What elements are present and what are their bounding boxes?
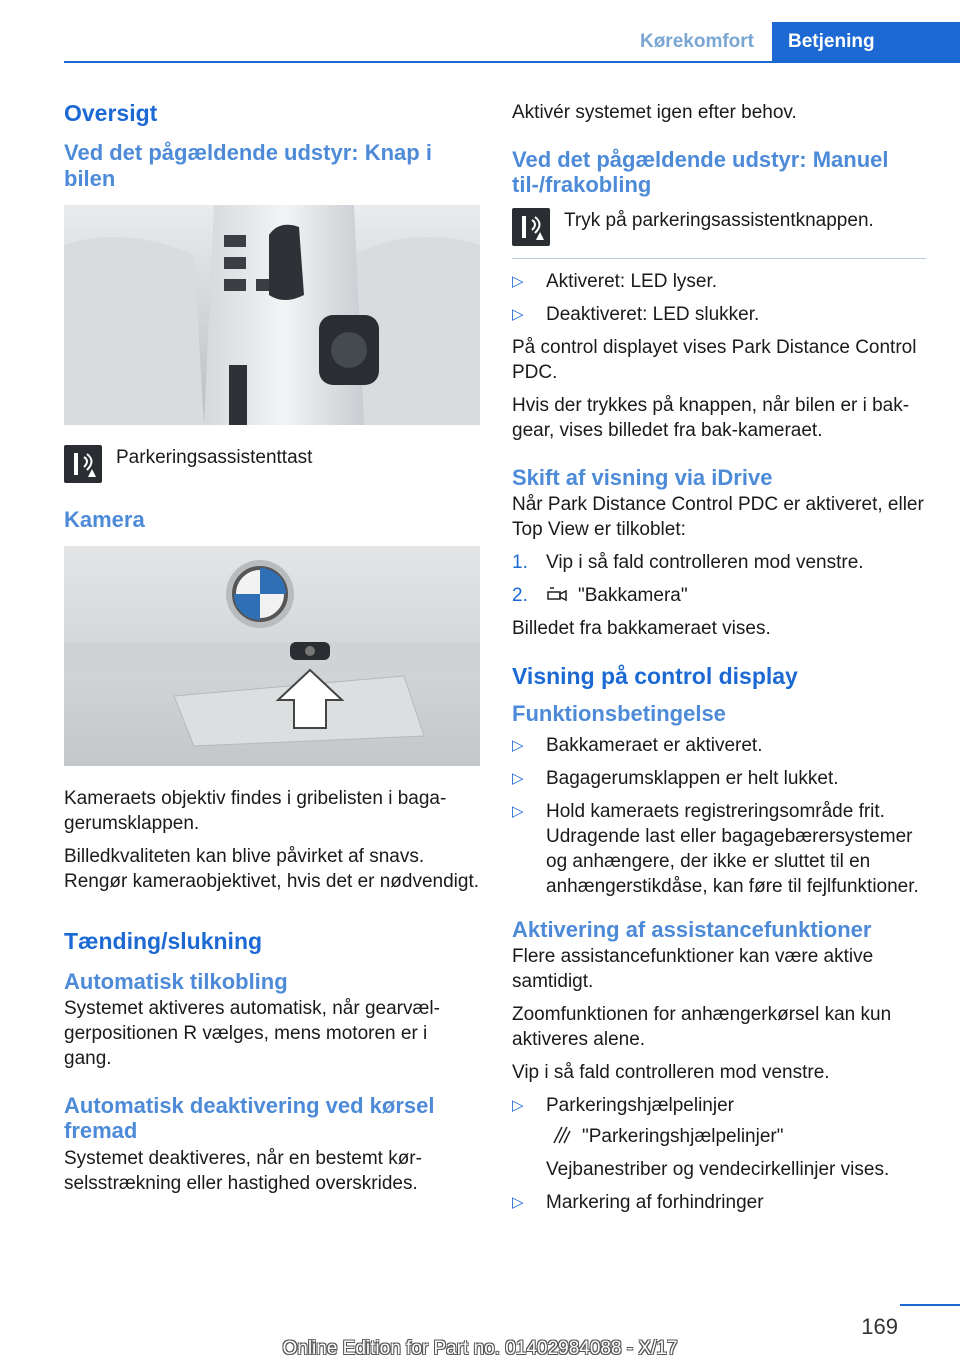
text-bakgear: Hvis der trykkes på knappen, når bilen er i bakgear, vises billedet fra bak-kameraet. [512,394,910,441]
heading-visning-control-display: Visning på control display [512,662,798,689]
header-rule [64,61,960,63]
heading-oversigt: Oversigt [64,100,158,126]
bullet-triangle-icon: ▷ [512,305,524,323]
list-steps [512,550,926,608]
text-vejbanestriber: Vejbanestriber og vendecirkellinjer vises. [546,1158,890,1180]
list-item: ▷ Parkeringshjælpelinjer "Parkeringshjælpelinjer" Vejbanestriber og vendecirkellinjer vises. [512,1093,926,1182]
list-assistance [512,1093,926,1215]
list-item: ▷ Bagagerumsklappen er helt lukket. [512,767,839,789]
list-led-status [512,269,926,327]
heading-aktivering-assistance: Aktivering af assistancefunktioner [512,916,872,942]
bullet-triangle-icon: ▷ [512,1096,524,1114]
photo-center-console [64,205,480,425]
list-item: ▷ Bakkameraet er aktiveret. [512,734,763,756]
left-column [64,100,480,1204]
list-item: ▷ Aktiveret: LED lyser. [512,270,718,292]
park-assist-button-label: Parkeringsassistenttast [116,447,313,469]
heading-skift-visning: Skift af visning via iDrive [512,464,773,490]
list-item: ▷ Hold kameraets registreringsområde frit. Udragende last eller bagagebærersystemer og anhængere, der ikke er sluttet til en anhængerstikdåse, kan føre til fejlfunktioner. [512,800,919,897]
divider [512,258,926,259]
guide-lines-icon [550,1125,574,1145]
footer-rule [900,1304,960,1306]
text-control-display: På control displayet vises Park Distance Control PDC. [512,336,917,383]
bullet-triangle-icon: ▷ [512,802,524,820]
heading-knap-i-bilen: Ved det pågældende udstyr: Knap i bilen [64,140,432,191]
list-item: 2. "Bakkamera" [512,584,688,606]
text-aktiver-igen: Aktivér systemet igen efter behov. [512,102,797,123]
park-assist-press-row [512,208,926,246]
text-skift-visning: Når Park Distance Control PDC er aktiveret, eller Top View er tilkoblet: [512,493,924,540]
heading-manuel-tilkobling: Ved det pågældende udstyr: Manuel til-/frakobling [512,147,889,198]
header-tabs [622,22,960,62]
text-tryk-knap: Tryk på parkeringsassistentknappen. [564,209,874,231]
footer-edition: Online Edition for Part no. 01402984088 - X/17 [282,1338,678,1359]
text-parkeringshjaelpelinjer-menu: "Parkeringshjælpelinjer" [582,1125,784,1147]
park-assist-button-row [64,445,480,483]
heading-funktionsbetingelse: Funktionsbetingelse [512,701,726,727]
tab-betjening[interactable]: Betjening [772,22,960,62]
bullet-triangle-icon: ▷ [512,736,524,754]
text-zoomfunktion: Zoomfunktionen for anhængerkørsel kan kun aktiveres alene. [512,1003,892,1050]
heading-automatisk-deaktivering: Automatisk deaktivering ved kørsel fremad [64,1093,435,1144]
heading-automatisk-tilkobling: Automatisk tilkobling [64,968,288,994]
bullet-triangle-icon: ▷ [512,769,524,787]
park-assist-icon [64,445,102,483]
text-kamera-objektiv: Kameraets objektiv findes i gribelisten i bagagerumsklappen. [64,788,447,835]
heading-taending: Tænding/slukning [64,928,263,955]
page-number: 169 [861,1314,898,1339]
text-automatisk-tilkobling: Systemet aktiveres automatisk, når gearvælgerpositionen R vælges, mens motoren er i gang. [64,998,440,1070]
list-item: ▷ Markering af forhindringer [512,1191,764,1213]
text-flere-funktioner: Flere assistancefunktioner kan være aktive samtidigt. [512,945,874,992]
tab-korekomfort[interactable]: Kørekomfort [639,31,754,52]
text-automatisk-deaktivering: Systemet deaktiveres, når en bestemt kørselsstrækning eller hastighed overskrides. [64,1147,422,1194]
photo-rear-camera [64,546,480,766]
right-column [512,100,926,1223]
reverse-camera-icon [546,584,570,604]
list-item: ▷ Deaktiveret: LED slukker. [512,303,760,325]
park-assist-icon [512,208,550,246]
list-item: 1. Vip i så fald controlleren mod venstre. [512,551,864,573]
heading-kamera: Kamera [64,507,145,533]
text-billedkvalitet: Billedkvaliteten kan blive påvirket af snavs. Rengør kameraobjektivet, hvis det er nødvendigt. [64,846,480,893]
list-funktionsbetingelse [512,733,926,899]
bullet-triangle-icon: ▷ [512,1193,524,1211]
text-billedet-vises: Billedet fra bakkameraet vises. [512,617,771,639]
text-vip-controller: Vip i så fald controlleren mod venstre. [512,1061,830,1083]
bullet-triangle-icon: ▷ [512,272,524,290]
